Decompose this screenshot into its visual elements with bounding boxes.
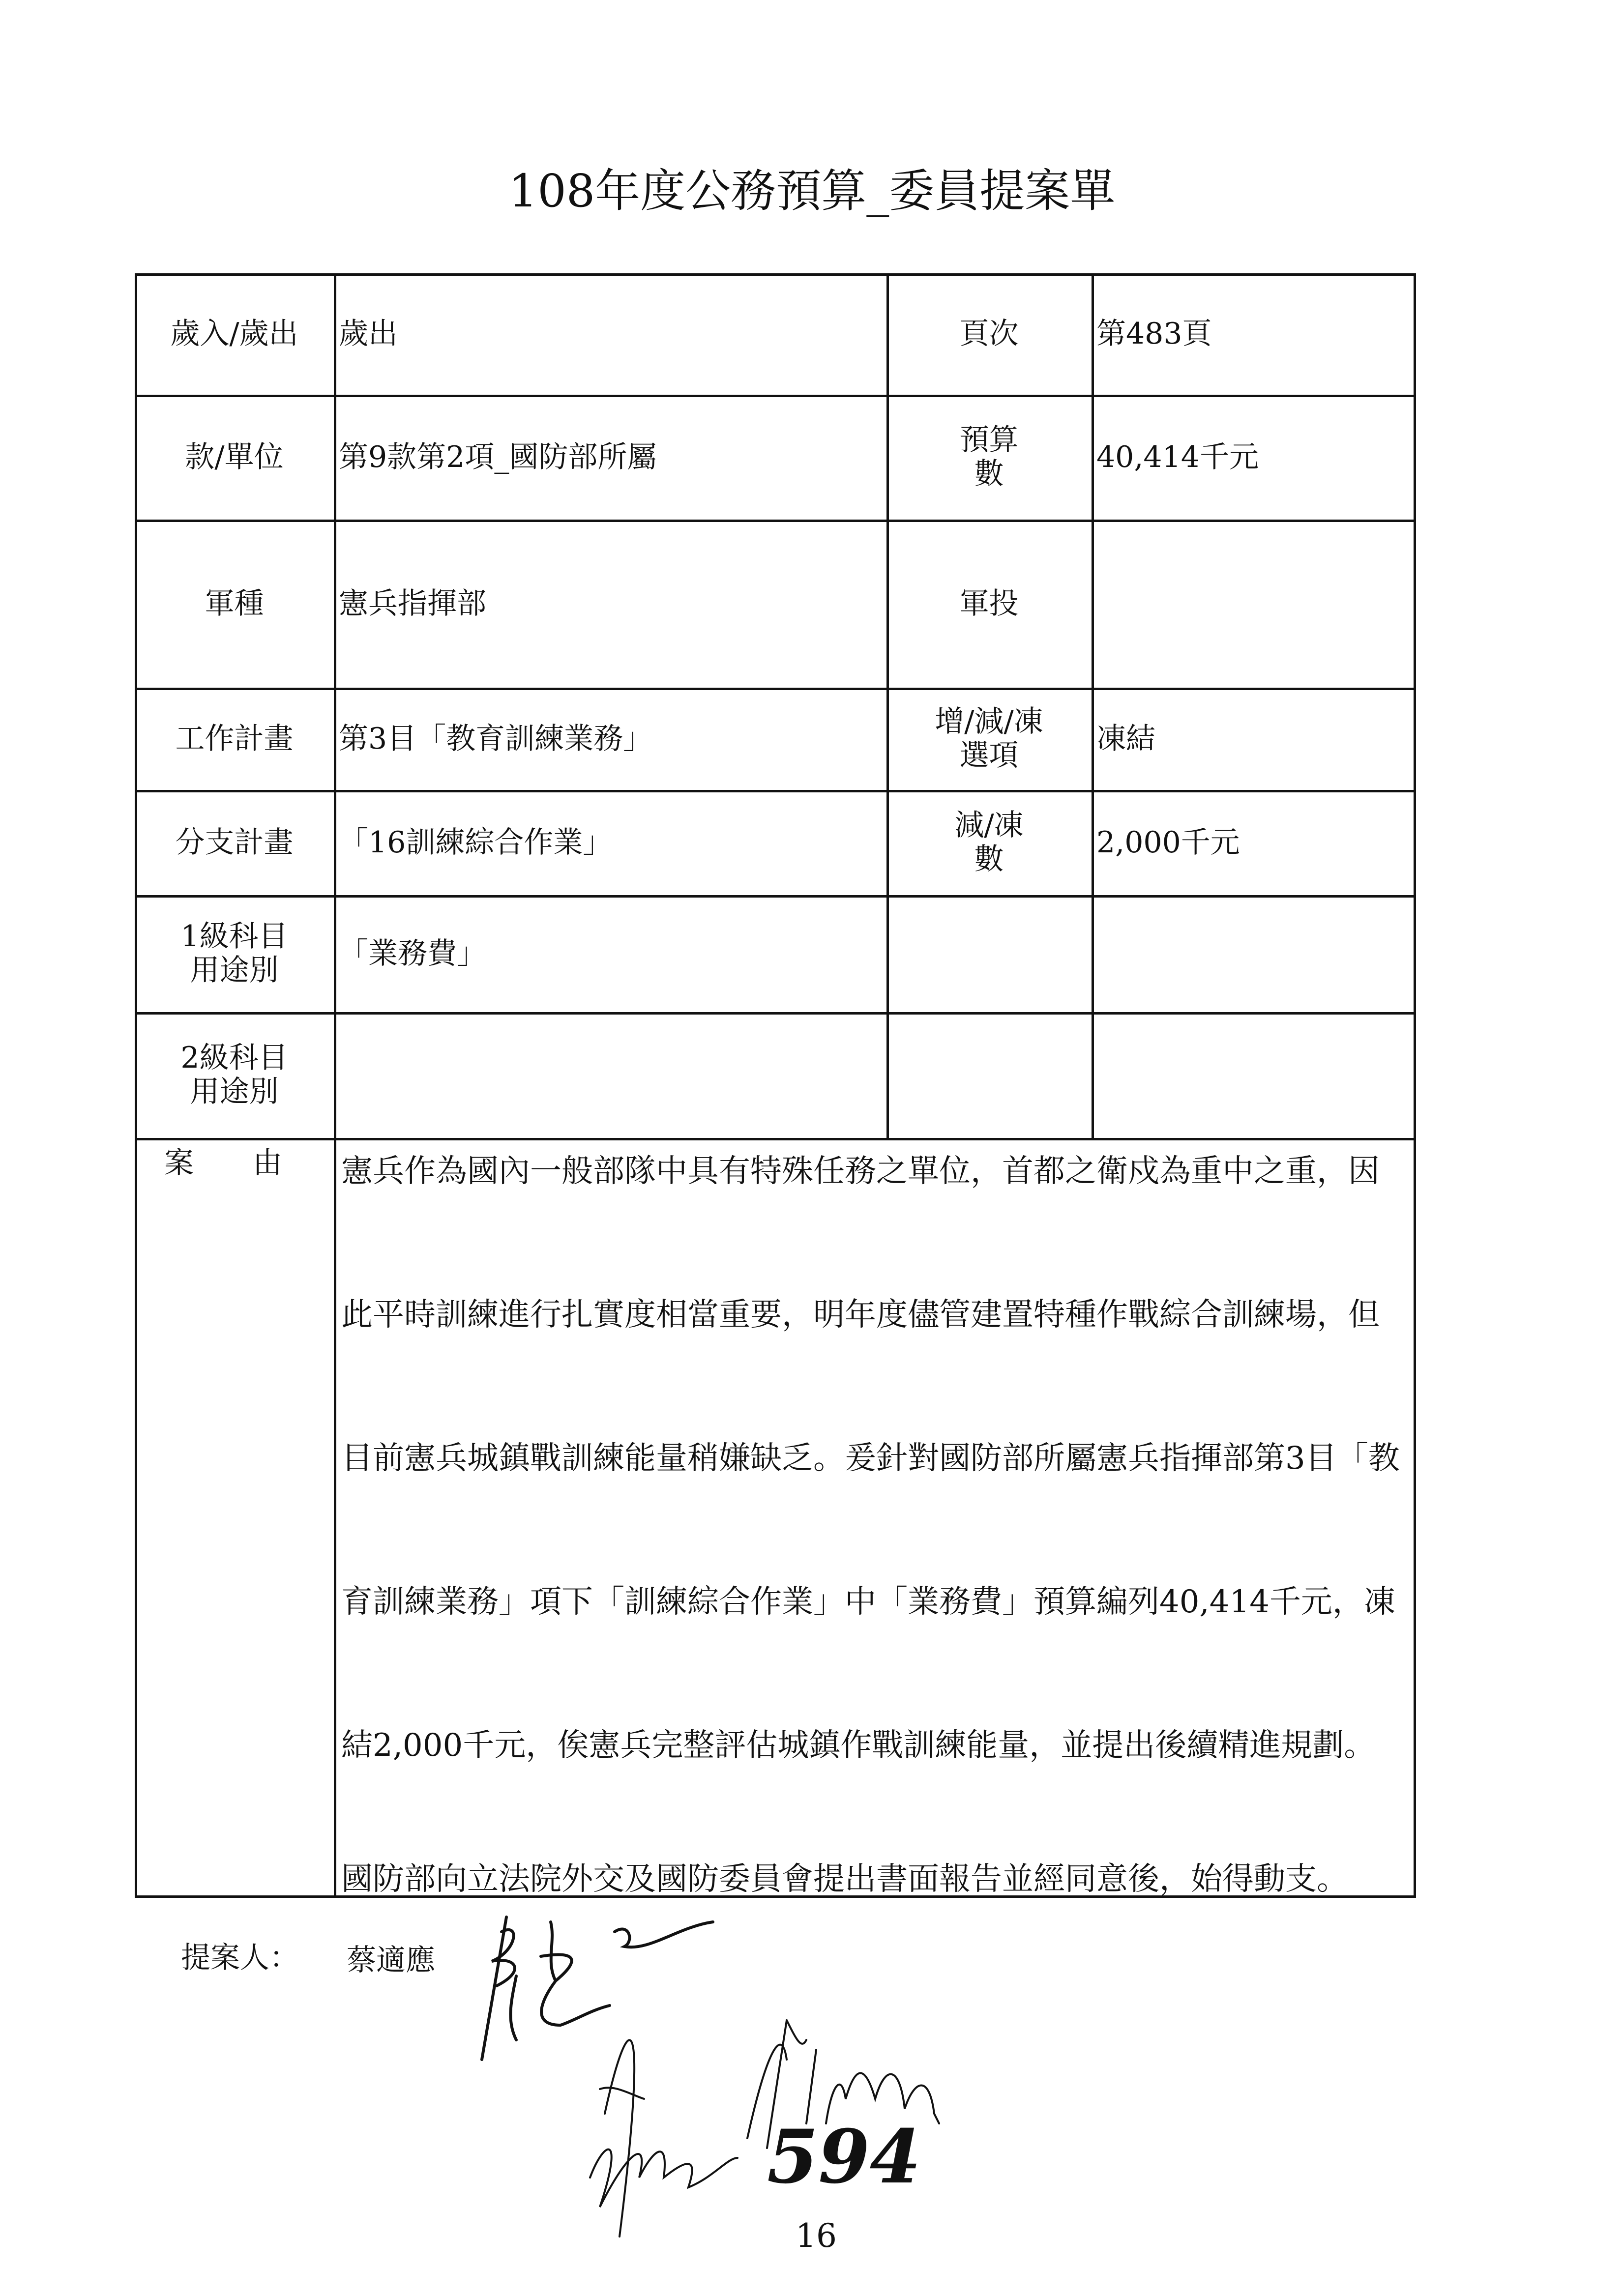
row-3-label2: 軍投	[959, 586, 1019, 621]
row-7-value1	[334, 1012, 891, 1138]
row-5-label2: 減/凍 數	[954, 808, 1024, 876]
row-3-value2	[1092, 520, 1418, 688]
row-2-label2: 預算 數	[959, 423, 1019, 491]
handwritten-page-number: 594	[767, 2114, 921, 2200]
row-3-value1: 憲兵指揮部	[339, 586, 486, 621]
row-2-label1: 款/單位	[185, 439, 284, 474]
proposer-label: 提案人：	[181, 1941, 299, 1975]
reason-line: 此平時訓練進行扎實度相當重要，明年度儘管建置特種作戰綜合訓練場，但	[341, 1297, 1380, 1333]
row-1-label1: 歲入/歲出	[170, 317, 298, 351]
row-5-value2: 2,000千元	[1096, 825, 1240, 860]
row-6-label1: 1級科目 用途別	[180, 919, 288, 988]
proposal-table	[135, 273, 1416, 1897]
row-4-value1: 第3目「教育訓練業務」	[339, 721, 653, 756]
row-5-value1: 「16訓練綜合作業」	[339, 825, 613, 860]
row-7-value2	[1092, 1012, 1418, 1138]
reason-line: 國防部向立法院外交及國防委員會提出書面報告並經同意後，始得動支。	[341, 1861, 1348, 1897]
row-6-value2	[1092, 895, 1418, 1012]
row-6-value1: 「業務費」	[339, 936, 486, 971]
reason-line: 憲兵作為國內一般部隊中具有特殊任務之單位，首都之衛戍為重中之重，因	[341, 1153, 1380, 1190]
reason-label: 案 由	[164, 1145, 282, 1180]
row-7-label2	[886, 1012, 1092, 1138]
row-3-label1: 軍種	[205, 586, 264, 621]
reason-line: 目前憲兵城鎮戰訓練能量稍嫌缺乏。爰針對國防部所屬憲兵指揮部第3目「教	[341, 1440, 1400, 1477]
row-1-value1: 歲出	[339, 317, 398, 351]
row-4-value2: 凍結	[1096, 721, 1155, 756]
row-1-label2: 頁次	[959, 317, 1019, 351]
row-5-label1: 分支計畫	[175, 825, 294, 860]
reason-line: 結2,000千元，俟憲兵完整評估城鎮作戰訓練能量，並提出後續精進規劃。	[341, 1727, 1376, 1764]
reason-line: 育訓練業務」項下「訓練綜合作業」中「業務費」預算編列40,414千元，凍	[341, 1584, 1395, 1620]
row-4-label2: 增/減/凍 選項	[935, 704, 1043, 773]
row-1-value2: 第483頁	[1096, 317, 1212, 351]
row-7-label1: 2級科目 用途別	[180, 1041, 288, 1109]
row-4-label1: 工作計畫	[175, 721, 294, 756]
page-title: 108年度公務預算_委員提案單	[508, 165, 1116, 217]
row-6-label2	[886, 895, 1092, 1012]
page-number: 16	[796, 2217, 837, 2255]
row-2-value1: 第9款第2項_國防部所屬	[339, 439, 657, 474]
proposer-name: 蔡適應	[347, 1943, 435, 1977]
row-2-value2: 40,414千元	[1096, 439, 1259, 474]
